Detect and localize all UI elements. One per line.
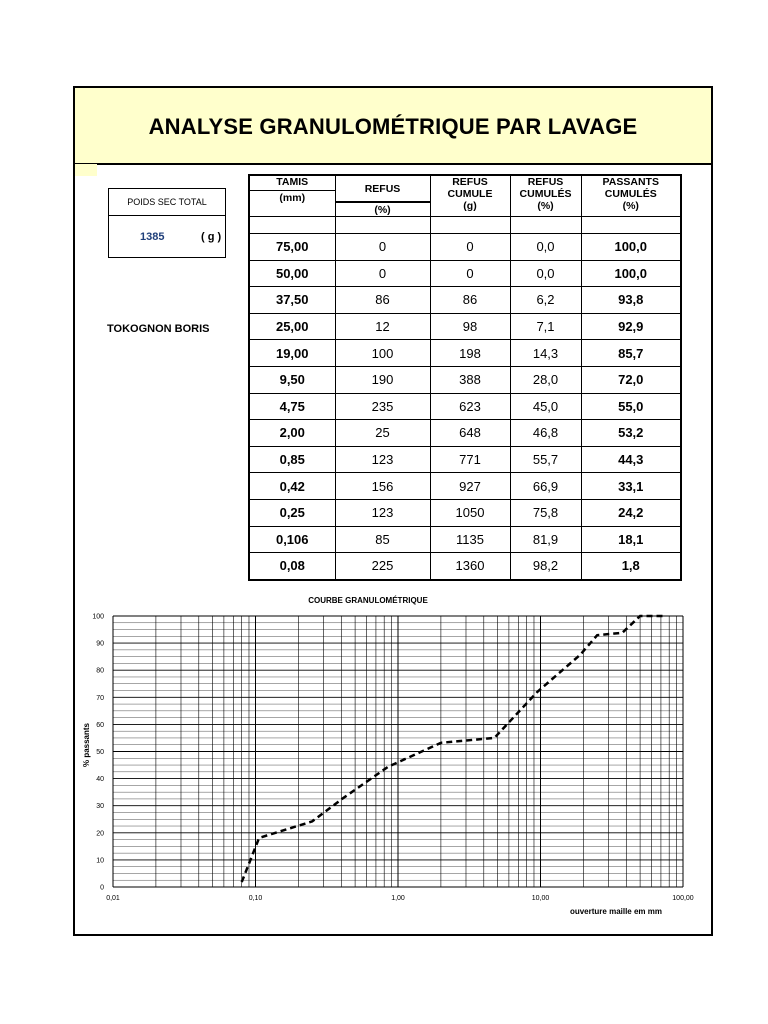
y-tick-label: 60 [96,721,104,729]
cell-refus: 85 [335,526,430,553]
cell-tamis: 0,85 [249,446,335,473]
cell-passants: 100,0 [581,234,681,261]
cell-passants: 55,0 [581,393,681,420]
cell-tamis: 37,50 [249,287,335,314]
table-spacer-cell [249,217,335,234]
cell-refus-cumules-pct: 81,9 [510,526,581,553]
table-spacer-cell [335,217,430,234]
table-row [249,446,681,473]
cell-refus: 0 [335,234,430,261]
cell-refus-cumules-pct: 55,7 [510,446,581,473]
cell-passants: 1,8 [581,553,681,580]
table-row [249,366,681,393]
header-refus-cumule-label: REFUS CUMULE [447,176,493,200]
table-header-row [249,175,681,217]
cell-tamis: 0,106 [249,526,335,553]
table-row [249,234,681,261]
header-tamis [249,175,335,217]
cell-tamis: 0,25 [249,499,335,526]
cell-passants: 85,7 [581,340,681,367]
cell-refus-cumules-pct: 0,0 [510,260,581,287]
table-row [249,393,681,420]
cell-refus: 123 [335,499,430,526]
cell-passants: 93,8 [581,287,681,314]
cell-refus-cumule: 388 [430,366,510,393]
page-title: ANALYSE GRANULOMÉTRIQUE PAR LAVAGE [148,114,638,139]
header-passants-label: PASSANTS CUMULÉS [602,176,659,200]
cell-refus-cumules-pct: 45,0 [510,393,581,420]
cell-refus: 86 [335,287,430,314]
chart-y-axis-label: % passants [82,722,91,768]
cell-refus-cumules-pct: 28,0 [510,366,581,393]
header-refus-unit: (%) [336,201,430,216]
cell-tamis: 50,00 [249,260,335,287]
table-spacer-cell [510,217,581,234]
table-row [249,420,681,447]
cell-refus-cumules-pct: 6,2 [510,287,581,314]
cell-tamis: 2,00 [249,420,335,447]
y-tick-label: 70 [96,694,104,702]
cell-refus-cumule: 1360 [430,553,510,580]
cell-refus-cumule: 623 [430,393,510,420]
cell-passants: 72,0 [581,366,681,393]
header-tamis-label: TAMIS [276,176,309,188]
y-tick-label: 30 [96,803,104,811]
header-refus-cumules-pct-label: REFUS CUMULÉS [519,176,572,200]
cell-refus-cumules-pct: 66,9 [510,473,581,500]
cell-passants: 92,9 [581,313,681,340]
header-refus-cumules-pct [510,175,581,217]
dry-weight-box [108,188,226,258]
cell-refus-cumules-pct: 7,1 [510,313,581,340]
header-passants-unit: (%) [622,200,639,212]
y-tick-label: 0 [100,884,104,892]
cell-refus-cumule: 0 [430,260,510,287]
y-tick-label: 80 [96,667,104,675]
cell-refus: 0 [335,260,430,287]
header-refus-cumule-unit: (g) [463,200,477,212]
chart-grid [113,616,683,887]
chart-title: COURBE GRANULOMÉTRIQUE [308,596,428,605]
cell-refus: 235 [335,393,430,420]
y-tick-label: 40 [96,776,104,784]
x-tick-label: 10,00 [531,895,550,902]
cell-passants: 24,2 [581,499,681,526]
table-spacer-row [249,217,681,234]
x-tick-labels [106,895,694,902]
operator-name: TOKOGNON BORIS [107,323,210,335]
table-row [249,473,681,500]
cell-refus: 190 [335,366,430,393]
header-passants [581,175,681,217]
cell-refus: 156 [335,473,430,500]
cell-tamis: 9,50 [249,366,335,393]
cell-tamis: 75,00 [249,234,335,261]
table-row [249,340,681,367]
cell-refus-cumules-pct: 14,3 [510,340,581,367]
cell-refus: 225 [335,553,430,580]
table-row [249,313,681,340]
header-refus-label: REFUS [364,183,401,195]
cell-refus-cumules-pct: 46,8 [510,420,581,447]
cell-tamis: 25,00 [249,313,335,340]
table-spacer-cell [430,217,510,234]
header-refus-cumules-pct-unit: (%) [537,200,554,212]
table-row [249,287,681,314]
cell-tamis: 0,42 [249,473,335,500]
dry-weight-label: POIDS SEC TOTAL [109,189,225,216]
title-band-tab [75,164,97,176]
y-tick-label: 10 [96,857,104,865]
header-refus-cumule [430,175,510,217]
x-tick-label: 0,10 [248,895,263,902]
cell-refus-cumule: 648 [430,420,510,447]
chart-x-axis-label: ouverture maille em mm [569,907,662,916]
table-spacer-cell [581,217,681,234]
cell-passants: 53,2 [581,420,681,447]
grading-curve-chart [0,500,768,920]
cell-refus-cumule: 1135 [430,526,510,553]
cell-refus-cumule: 98 [430,313,510,340]
cell-refus-cumule: 0 [430,234,510,261]
cell-refus: 123 [335,446,430,473]
y-tick-label: 50 [96,749,104,756]
cell-refus-cumule: 198 [430,340,510,367]
cell-passants: 33,1 [581,473,681,500]
x-tick-label: 1,00 [391,895,405,902]
cell-refus-cumule: 771 [430,446,510,473]
cell-refus: 12 [335,313,430,340]
grading-curve-line [242,616,666,882]
header-refus [335,175,430,217]
y-tick-label: 20 [96,830,104,838]
cell-passants: 44,3 [581,446,681,473]
cell-refus: 25 [335,420,430,447]
cell-refus-cumules-pct: 0,0 [510,234,581,261]
x-tick-label: 100,00 [672,895,694,902]
y-tick-label: 100 [92,613,104,621]
y-tick-labels [92,614,104,892]
dry-weight-unit: ( g ) [201,231,222,243]
cell-refus-cumule: 1050 [430,499,510,526]
cell-refus: 100 [335,340,430,367]
x-tick-label: 0,01 [106,895,120,902]
cell-refus-cumules-pct: 75,8 [510,499,581,526]
dry-weight-value: 1385 [140,231,165,243]
title-band [75,88,711,165]
cell-tamis: 0,08 [249,553,335,580]
cell-tamis: 4,75 [249,393,335,420]
cell-refus-cumule: 927 [430,473,510,500]
y-tick-label: 90 [96,640,104,648]
cell-refus-cumules-pct: 98,2 [510,553,581,580]
cell-tamis: 19,00 [249,340,335,367]
cell-passants: 18,1 [581,526,681,553]
cell-passants: 100,0 [581,260,681,287]
header-tamis-unit: (mm) [250,190,335,204]
cell-refus-cumule: 86 [430,287,510,314]
table-row [249,260,681,287]
